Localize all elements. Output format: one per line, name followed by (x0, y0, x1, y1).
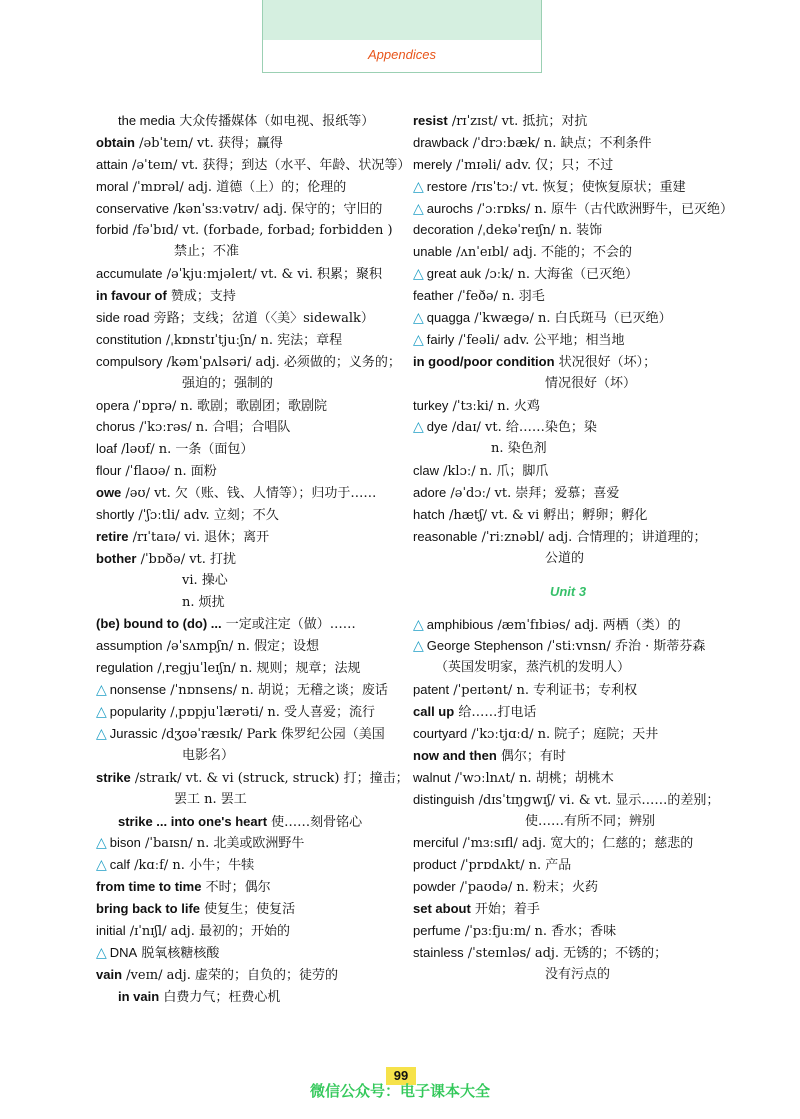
definition: /ləʊf/ n. 一条（面包） (116, 442, 254, 458)
definition: 不时；偶尔 (201, 880, 271, 896)
headword: forbid (96, 222, 129, 238)
headword: feather (413, 288, 454, 304)
vocab-entry (413, 373, 723, 395)
page-number: 99 (386, 1067, 416, 1085)
definition: /ˈstiːvnsn/ 乔治 · 斯蒂芬森 (543, 639, 706, 655)
headword: opera (96, 397, 130, 413)
triangle-icon: △ (96, 682, 107, 699)
vocab-entry (413, 920, 723, 942)
headword: amphibious (426, 616, 494, 632)
definition: /ˈpɜːfjuːm/ n. 香水；香味 (460, 923, 617, 939)
vocab-entry (96, 285, 396, 307)
section-title: Appendices (368, 47, 436, 62)
headword: powder (413, 879, 456, 895)
headword: popularity (109, 704, 167, 720)
definition: /ˈflaʊə/ n. 面粉 (121, 464, 217, 480)
headword: drawback (413, 134, 469, 150)
headword: perfume (413, 922, 461, 938)
vocab-entry (96, 745, 396, 767)
definition: /ˈfeəli/ adv. 公平地；相当地 (454, 332, 625, 348)
definition: /əbˈteɪn/ vt. 获得；赢得 (135, 135, 283, 151)
definition: /əˈkjuːmjəleɪt/ vt. & vi. 积累；聚积 (162, 267, 383, 283)
vocab-entry (413, 132, 723, 154)
definition: /ˈriːznəbl/ adj. 合情理的；讲道理的； (477, 529, 707, 545)
headword: now and then (413, 747, 497, 763)
headword: unable (413, 244, 453, 260)
definition: /ɪˈnɪʃl/ adj. 最初的；开始的 (125, 923, 290, 939)
definition: /ˌregjuˈleɪʃn/ n. 规则；规章；法规 (153, 661, 361, 677)
vocab-entry (413, 548, 723, 570)
definition: /ˈmɒrəl/ adj. 道德（上）的；伦理的 (128, 179, 347, 195)
vocab-entry (96, 898, 396, 920)
headword: compulsory (96, 353, 163, 369)
vocab-entry (413, 504, 723, 526)
definition: 情况很好（坏） (545, 375, 637, 391)
headword: adore (413, 485, 447, 501)
headword: dye (426, 419, 448, 435)
vocab-entry (413, 898, 723, 920)
vocab-entry (96, 657, 396, 679)
vocab-entry (413, 635, 723, 657)
definition: /ˈwɔːlnʌt/ n. 胡桃；胡桃木 (450, 770, 614, 786)
definition: /ˈɔːrɒks/ n. 原牛（古代欧洲野牛，已灭绝） (473, 201, 734, 217)
headword: turkey (413, 397, 449, 413)
headword: obtain (96, 134, 135, 150)
vocab-entry (96, 416, 396, 438)
headword: George Stephenson (426, 638, 544, 654)
headword: fairly (426, 331, 455, 347)
definition: /dɪsˈtɪŋgwɪʃ/ vi. & vt. 显示……的差别； (474, 792, 720, 808)
headword: in favour of (96, 288, 167, 304)
headword: great auk (426, 266, 481, 282)
headword: reasonable (413, 528, 478, 544)
vocab-entry (96, 460, 396, 482)
definition: 电影名） (182, 747, 235, 763)
headword: in vain (118, 988, 160, 1004)
headword: moral (96, 178, 129, 194)
vocab-entry (96, 482, 396, 504)
headword: product (413, 857, 457, 873)
vocab-entry (413, 745, 723, 767)
vocab-entry (413, 263, 723, 285)
headword: strike (96, 769, 131, 785)
definition: /rɪˈzɪst/ vt. 抵抗；对抗 (447, 114, 588, 129)
definition: 脱氧核糖核酸 (137, 945, 220, 961)
definition: /daɪ/ vt. 给……染色；染 (447, 420, 597, 436)
vocab-entry (413, 198, 734, 220)
headword: regulation (96, 660, 154, 676)
vocab-entry (96, 876, 396, 898)
vocab-entry (96, 920, 396, 942)
definition: /ˈɒprə/ n. 歌剧；歌剧团；歌剧院 (129, 398, 328, 414)
vocab-entry (96, 854, 396, 876)
definition: 使复生；使复活 (200, 902, 296, 918)
definition: 偶尔；有时 (496, 748, 566, 764)
definition: /ˈʃɔːtli/ adv. 立刻；不久 (134, 508, 279, 524)
definition: n. 染色剂 (491, 441, 547, 457)
definition: 公道的 (545, 550, 585, 566)
vocab-entry (413, 789, 723, 811)
vocab-entry (413, 767, 723, 789)
definition: /ʌnˈeɪbl/ adj. 不能的；不会的 (452, 245, 633, 261)
vocab-entry (96, 613, 396, 635)
headword: bring back to life (96, 901, 201, 917)
definition: /ˈbaɪsn/ n. 北美或欧洲野牛 (140, 836, 305, 852)
vocab-entry (96, 570, 396, 592)
vocab-entry (96, 767, 409, 789)
triangle-icon: △ (96, 835, 107, 852)
vocab-entry (96, 723, 396, 745)
triangle-icon: △ (413, 616, 424, 633)
right-column-entries-bottom (413, 614, 723, 986)
definition: 使……有所不同；辨别 (525, 813, 656, 829)
headword: patent (413, 682, 450, 698)
definition: /əʊ/ vt. 欠（账、钱、人情等）；归功于…… (121, 486, 377, 502)
definition: n. 烦扰 (182, 594, 225, 610)
definition: /kɑːf/ n. 小牛；牛犊 (130, 858, 255, 874)
definition: /ˈsteɪnləs/ adj. 无锈的；不锈的； (463, 945, 668, 961)
definition: /əˈsʌmpʃn/ n. 假定；设想 (162, 639, 319, 655)
headword: decoration (413, 222, 474, 238)
definition: /ɔːk/ n. 大海雀（已灭绝） (480, 267, 639, 283)
headword: vain (96, 966, 123, 982)
vocab-entry (96, 964, 396, 986)
vocab-entry (413, 460, 723, 482)
headword: in good/poor condition (413, 353, 555, 369)
unit-3-heading: Unit 3 (549, 583, 587, 599)
vocab-entry (413, 854, 723, 876)
definition: 强迫的；强制的 (182, 375, 274, 391)
vocab-entry (96, 329, 396, 351)
vocab-entry (96, 526, 396, 548)
vocab-entry (96, 395, 396, 417)
definition: /ˈprɒdʌkt/ n. 产品 (456, 858, 572, 874)
vocab-entry (413, 832, 723, 854)
vocab-entry (413, 416, 723, 438)
vocab-entry (413, 351, 723, 373)
vocab-entry (413, 723, 723, 745)
definition: /əˈteɪn/ vt. 获得；到达（水平、年龄、状况等） (127, 157, 411, 173)
definition: /straɪk/ vt. & vi (struck, struck) 打；撞击； (130, 770, 409, 786)
definition: /dʒʊəˈræsɪk/ Park 侏罗纪公园（美国 (157, 726, 385, 742)
headword: the media (118, 113, 176, 128)
definition: /ˈkɔːrəs/ n. 合唱；合唱队 (135, 420, 291, 436)
vocab-entry (96, 986, 396, 1008)
triangle-icon: △ (413, 310, 424, 327)
vocab-entry (413, 811, 723, 833)
vocab-entry (96, 198, 396, 220)
definition: vi. 操心 (182, 572, 228, 588)
vocab-entry (96, 832, 396, 854)
headword: claw (413, 463, 440, 479)
headword: stainless (413, 944, 464, 960)
vocab-entry (413, 307, 723, 329)
vocab-entry (413, 876, 723, 898)
vocab-entry (96, 679, 396, 701)
headword: conservative (96, 200, 169, 216)
vocab-entry (413, 614, 723, 636)
definition: 使……刻骨铭心 (267, 814, 363, 830)
headword: walnut (413, 769, 451, 785)
headword: merely (413, 156, 453, 172)
headword: Jurassic (109, 725, 158, 741)
definition: 状况很好（坏）； (554, 354, 657, 370)
triangle-icon: △ (96, 704, 107, 721)
vocab-entry (96, 219, 396, 241)
definition: /ˈfeðə/ n. 羽毛 (453, 289, 545, 305)
definition: /ˌkɒnstɪˈtjuːʃn/ n. 宪法；章程 (161, 332, 343, 348)
headword: assumption (96, 638, 163, 654)
vocab-entry (96, 504, 396, 526)
vocab-entry (413, 395, 723, 417)
vocab-entry (413, 438, 723, 460)
definition: /veɪn/ adj. 虚荣的；自负的；徒劳的 (122, 967, 338, 983)
definition: /ˌpɒpjuˈlærəti/ n. 受人喜爱；流行 (166, 705, 376, 721)
vocab-entry (413, 154, 723, 176)
triangle-icon: △ (413, 638, 424, 655)
footer-watermark: 微信公众号：电子课本大全 (309, 1082, 490, 1100)
definition: /əˈdɔː/ vt. 崇拜；爱慕；喜爱 (446, 486, 620, 502)
definition: /ˈpaʊdə/ n. 粉末；火药 (455, 880, 599, 896)
vocab-entry (96, 548, 396, 570)
right-column-entries-top (413, 110, 734, 570)
left-column (96, 110, 411, 1008)
triangle-icon: △ (96, 857, 107, 874)
definition: /klɔː/ n. 爪；脚爪 (439, 464, 549, 480)
headword: constitution (96, 331, 162, 347)
headword: call up (413, 704, 455, 720)
definition: /fəˈbɪd/ vt. (forbade, forbad; forbidden ) (128, 223, 393, 239)
vocab-entry (96, 241, 396, 263)
triangle-icon: △ (413, 200, 424, 217)
headword: bison (109, 835, 141, 851)
definition: 没有污点的 (545, 966, 611, 982)
vocab-entry (413, 657, 723, 679)
triangle-icon: △ (413, 266, 424, 283)
headword: quagga (426, 310, 471, 326)
headword: chorus (96, 419, 136, 435)
vocab-entry (96, 176, 396, 198)
headword: from time to time (96, 879, 202, 895)
headword: nonsense (109, 682, 167, 698)
header-band (262, 0, 542, 40)
definition: /rɪˈtaɪə/ vi. 退休；离开 (128, 529, 270, 545)
definition: 给……打电话 (454, 705, 537, 721)
vocab-entry (96, 307, 396, 329)
definition: /kənˈsɜːvətɪv/ adj. 保守的；守旧的 (168, 201, 383, 217)
triangle-icon: △ (413, 178, 424, 195)
definition: /ˈnɒnsens/ n. 胡说；无稽之谈；废话 (166, 683, 388, 699)
vocab-entry (96, 942, 396, 964)
headword: merciful (413, 835, 459, 851)
vocab-entry (413, 176, 723, 198)
vocab-entry (413, 701, 723, 723)
vocab-entry (96, 811, 396, 833)
vocab-entry (96, 110, 396, 132)
definition: 白费力气；枉费心机 (159, 989, 281, 1005)
headword: attain (96, 156, 128, 172)
headword: distinguish (413, 791, 475, 807)
vocab-entry (413, 241, 723, 263)
vocab-entry (96, 592, 396, 614)
vocab-entry (413, 526, 723, 548)
right-column (413, 110, 734, 986)
definition: /hætʃ/ vt. & vi 孵出；孵卵；孵化 (444, 508, 648, 524)
vocab-entry (96, 263, 396, 285)
headword: aurochs (426, 200, 474, 216)
definition: /ˈbɒðə/ vt. 打扰 (136, 551, 237, 567)
headword: initial (96, 922, 126, 938)
headword: accumulate (96, 266, 163, 282)
definition: /ˈpeɪtənt/ n. 专利证书；专利权 (449, 683, 638, 699)
definition: /ˈmɜːsɪfl/ adj. 宽大的；仁慈的；慈悲的 (458, 836, 694, 852)
definition: /ˈtɜːki/ n. 火鸡 (448, 398, 540, 414)
definition: 一定或注定（做）…… (221, 617, 356, 633)
definition: 大众传播媒体（如电视、报纸等） (175, 114, 375, 129)
vocab-entry (413, 964, 723, 986)
definition: 赞成；支持 (166, 289, 236, 305)
triangle-icon: △ (413, 419, 424, 436)
headword: hatch (413, 507, 445, 523)
vocab-entry (96, 154, 411, 176)
headword: shortly (96, 507, 135, 523)
headword: (be) bound to (do) ... (96, 616, 222, 632)
headword: side road (96, 310, 150, 326)
vocab-entry (96, 132, 396, 154)
definition: 罢工 n. 罢工 (174, 791, 247, 807)
definition: /ˌdekəˈreɪʃn/ n. 装饰 (473, 223, 603, 239)
definition: 禁止；不准 (174, 244, 240, 260)
definition: /ˈmɪəli/ adv. 仅；只；不过 (452, 157, 614, 173)
vocab-entry (413, 110, 723, 132)
definition: /ˈkɔːtjɑːd/ n. 院子；庭院；天井 (467, 726, 659, 742)
triangle-icon: △ (96, 725, 107, 742)
headword: loaf (96, 441, 117, 457)
vocab-entry (96, 635, 396, 657)
headword: flour (96, 463, 122, 479)
vocab-entry (413, 482, 723, 504)
headword: bother (96, 550, 137, 566)
definition: /kəmˈpʌlsəri/ adj. 必须做的；义务的； (162, 354, 401, 370)
triangle-icon: △ (413, 331, 424, 348)
definition: 开始；着手 (470, 902, 540, 918)
vocab-entry (413, 285, 723, 307)
headword: DNA (109, 944, 138, 960)
vocab-entry (413, 219, 723, 241)
headword: set about (413, 901, 471, 917)
headword: resist (413, 113, 448, 128)
vocab-entry (96, 438, 396, 460)
vocab-entry (413, 329, 723, 351)
headword: owe (96, 485, 122, 501)
definition: 旁路；支线；岔道（〈美〉sidewalk） (149, 311, 374, 327)
vocab-entry (96, 351, 401, 373)
definition: /rɪsˈtɔː/ vt. 恢复；使恢复原状；重建 (467, 179, 686, 195)
vocab-entry (96, 373, 396, 395)
headword: strike ... into one's heart (118, 813, 268, 829)
triangle-icon: △ (96, 944, 107, 961)
headword: restore (426, 178, 468, 194)
definition: /æmˈfɪbiəs/ adj. 两栖（类）的 (493, 617, 681, 633)
headword: calf (109, 857, 131, 873)
vocab-entry (96, 789, 396, 811)
vocab-entry (413, 679, 723, 701)
vocab-entry (96, 701, 396, 723)
headword: courtyard (413, 725, 468, 741)
vocab-entry (413, 942, 723, 964)
definition: /ˈdrɔːbæk/ n. 缺点；不利条件 (468, 135, 652, 151)
definition: /ˈkwægə/ n. 白氏斑马（已灭绝） (470, 311, 672, 327)
definition: （英国发明家，蒸汽机的发明人） (435, 660, 631, 676)
headword: retire (96, 528, 129, 544)
